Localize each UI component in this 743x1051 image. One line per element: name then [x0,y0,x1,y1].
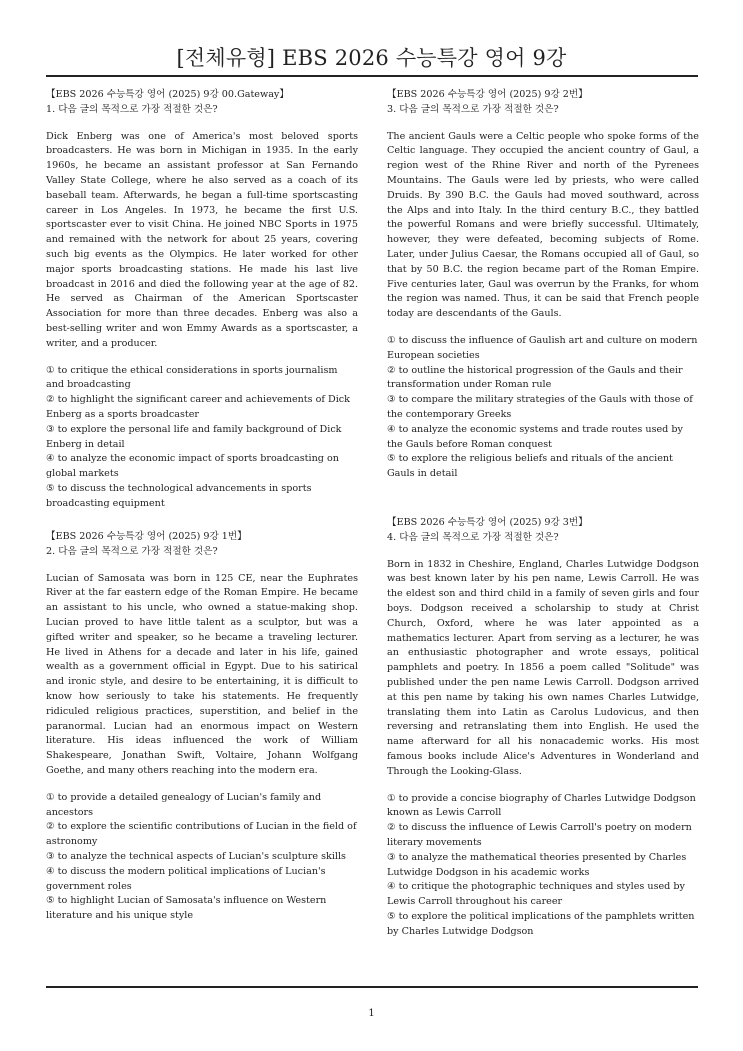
answer-option-5: ⑤ to discuss the technological advancements in sports broadcasting equipment [46,482,312,509]
answer-option-2: ② to discuss the influence of Lewis Carroll's poetry on modern literary movements [387,822,692,848]
answer-option-3: ③ to explore the personal life and family background of Dick Enberg in detail [46,423,342,450]
header-divider [46,75,698,77]
answer-option-4: ④ to discuss the modern political implications of Lucian's government roles [46,865,326,892]
question-prompt: 2. 다음 글의 목적으로 가장 적절한 것은? [46,545,218,557]
answer-option-5: ⑤ to explore the political implications of the pamphlets written by Charles Lutwidge Dodgson [387,910,695,937]
answer-option-2: ② to outline the historical progression of the Gauls and their transformation under Roman rule [387,364,683,391]
question-block-2 [46,530,358,924]
question-passage: The ancient Gauls were a Celtic people who spoke forms of the Celtic language. They occupied the ancient country of Gaul, a region west of the Rhine River and north of the Pyrenees Mountains. The Gauls were led by priests, who were called Druids. By 390 B.C. the Gauls had moved southward, across the Alps and into Italy. In the third century B.C., they battled the powerful Romans and were briefly successful. Ultimately, however, they were defeated, becoming subjects of Rome. Later, under Julius Caesar, the Romans occupied all of Gaul, so that by 50 B.C. the region became part of the Roman Empire. Five centuries later, Gaul was overrun by the Franks, for whom the region was named. Thus, it can be said that French people today are descendants of the Gauls. [387,130,699,320]
answer-option-4: ④ to critique the photographic techniques and styles used by Lewis Carroll throughout his career [387,881,685,908]
footer-divider [46,986,698,988]
answer-option-1: ① to critique the ethical considerations in sports journalism and broadcasting [46,364,338,391]
answer-option-1: ① to provide a concise biography of Charles Lutwidge Dodgson known as Lewis Carroll [387,792,696,819]
question-block-3 [387,88,699,482]
question-block-1 [46,88,358,512]
question-source: 【EBS 2026 수능특강 영어 (2025) 9강 3번】 [387,517,588,528]
answer-option-2: ② to highlight the significant career and achievements of Dick Enberg as a sports broadcaster [46,394,350,420]
answer-option-1: ① to discuss the influence of Gaulish art and culture on modern European societies [387,334,698,361]
question-source: 【EBS 2026 수능특강 영어 (2025) 9강 2번】 [387,89,588,100]
page-title: [전체유형] EBS 2026 수능특강 영어 9강 [176,46,567,70]
question-block-4 [387,516,699,940]
question-source: 【EBS 2026 수능특강 영어 (2025) 9강 1번】 [46,531,247,542]
answer-option-3: ③ to analyze the technical aspects of Lucian's sculpture skills [46,850,346,862]
answer-option-4: ④ to analyze the economic impact of sports broadcasting on global markets [46,453,339,480]
answer-option-3: ③ to compare the military strategies of the Gauls with those of the contemporary Greeks [387,394,693,420]
page-number: 1 [368,1008,375,1019]
question-prompt: 3. 다음 글의 목적으로 가장 적절한 것은? [387,103,559,115]
answer-option-4: ④ to analyze the economic systems and trade routes used by the Gauls before Roman conquest [387,423,683,450]
question-passage: Dick Enberg was one of America's most beloved sports broadcasters. He was born in Michigan in 1935. In the early 1960s, he became an assistant professor at San Fernando Valley State College, where he also served as a coach of its baseball team. Afterwards, he began a full-time sportscasting career in Los Angeles. In 1973, he became the first U.S. sportscaster ever to visit China. He joined NBC Sports in 1975 and remained with the network for about 25 years, covering such big events as the Olympics. He later worked for other major sports broadcasting stations. He made his last live broadcast in 2016 and died the following year at the age of 82. He served as Chairman of the American Sportscaster Association for more than three decades. Enberg was also a best-selling writer and won Emmy Awards as a sportscaster, a writer, and a producer. [46,130,358,349]
question-source: 【EBS 2026 수능특강 영어 (2025) 9강 00.Gateway】 [46,89,289,100]
answer-option-3: ③ to analyze the mathematical theories presented by Charles Lutwidge Dodgson in his academic works [387,851,687,878]
answer-option-2: ② to explore the scientific contributions of Lucian in the field of astronomy [46,821,357,848]
question-prompt: 4. 다음 글의 목적으로 가장 적절한 것은? [387,531,559,543]
question-passage: Born in 1832 in Cheshire, England, Charles Lutwidge Dodgson was best known later by his pen name, Lewis Carroll. He was the eldest son and third child in a family of seven girls and four boys. Dodgson received a scholarship to study at Christ Church, Oxford, where he was later appointed as a mathematics lecturer. Apart from serving as a lecturer, he was an enthusiastic photographer and wrote essays, political pamphlets and poetry. In 1856 a poem called "Solitude" was published under the pen name Lewis Carroll. Dodgson arrived at this pen name by taking his own names Charles Lutwidge, translating them into Latin as Carolus Ludovicus, and then reversing and retranslating them into English. He used the name afterward for all his nonacademic works. His most famous books include Alice's Adventures in Wonderland and Through the Looking-Glass. [387,558,699,777]
answer-option-5: ⑤ to explore the religious beliefs and rituals of the ancient Gauls in detail [387,453,673,480]
question-passage: Lucian of Samosata was born in 125 CE, near the Euphrates River at the far eastern edge of the Roman Empire. He became an assistant to his uncle, who owned a statue-making shop. Lucian proved to have little talent as a sculptor, but was a gifted writer and speaker, so he became a traveling lecturer. He lived in Athens for a decade and later in his life, gained wealth as a government official in Egypt. Due to his satirical and ironic style, and desire to be entertaining, it is difficult to know how seriously to take his statements. He frequently ridiculed religious practices, superstition, and belief in the paranormal. Lucian had an enormous impact on Western literature. His ideas influenced the work of William Shakespeare, Jonathan Swift, Voltaire, Johann Wolfgang Goethe, and many others reaching into the modern era. [46,572,358,776]
question-prompt: 1. 다음 글의 목적으로 가장 적절한 것은? [46,103,218,115]
answer-option-1: ① to provide a detailed genealogy of Lucian's family and ancestors [46,791,322,818]
answer-option-5: ⑤ to highlight Lucian of Samosata's influence on Western literature and his unique style [46,895,327,922]
